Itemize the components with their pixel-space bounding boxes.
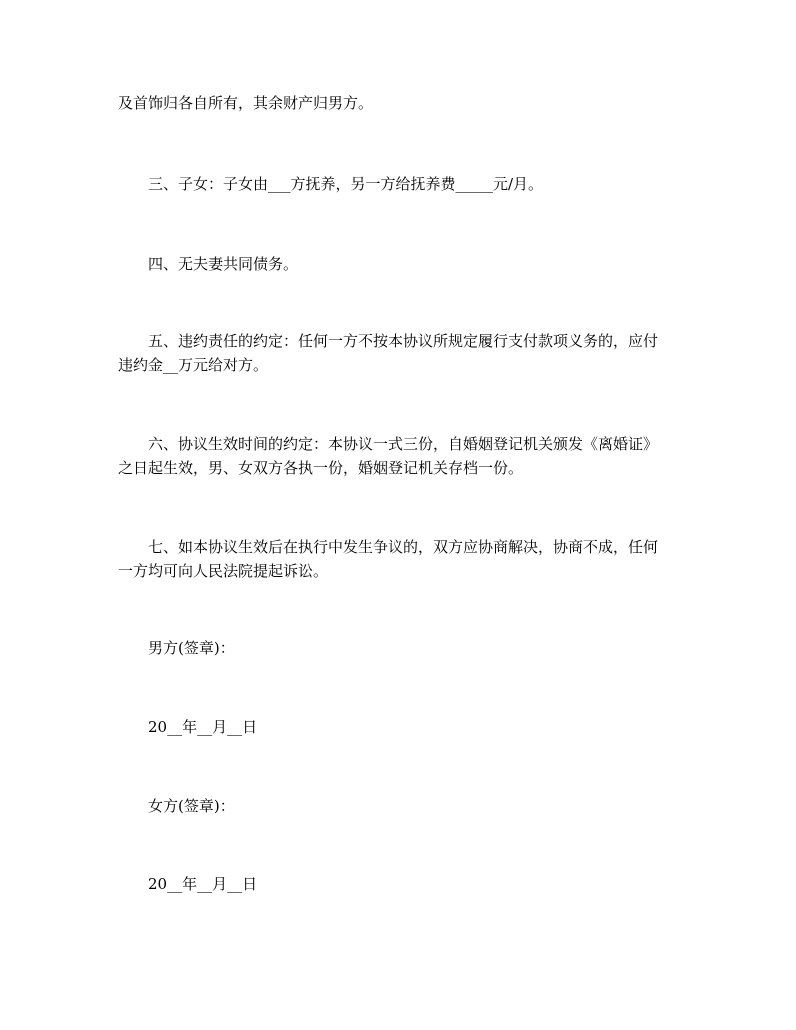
female-signature-label: 女方(签章)：: [148, 797, 235, 815]
debts-clause: 四、无夫妻共同债务。: [148, 255, 299, 273]
female-signature-date: 20__年__月__日: [148, 875, 258, 893]
breach-clause-line-1: 五、违约责任的约定：任何一方不按本协议所规定履行支付款项义务的，应付: [148, 332, 659, 350]
property-clause-tail: 及首饰归各自所有，其余财产归男方。: [118, 94, 374, 112]
children-clause: 三、子女：子女由___方抚养，另一方给抚养费_____元/月。: [148, 175, 544, 193]
dispute-clause-line-2: 一方均可向人民法院提起诉讼。: [118, 562, 329, 580]
male-signature-date: 20__年__月__日: [148, 718, 258, 736]
dispute-clause-line-1: 七、如本协议生效后在执行中发生争议的，双方应协商解决，协商不成，任何: [148, 538, 659, 556]
breach-clause-line-2: 违约金__万元给对方。: [118, 356, 269, 374]
effective-clause-line-1: 六、协议生效时间的约定：本协议一式三份，自婚姻登记机关颁发《离婚证》: [148, 435, 659, 453]
effective-clause-line-2: 之日起生效，男、女双方各执一份，婚姻登记机关存档一份。: [118, 459, 524, 477]
male-signature-label: 男方(签章)：: [148, 639, 235, 657]
